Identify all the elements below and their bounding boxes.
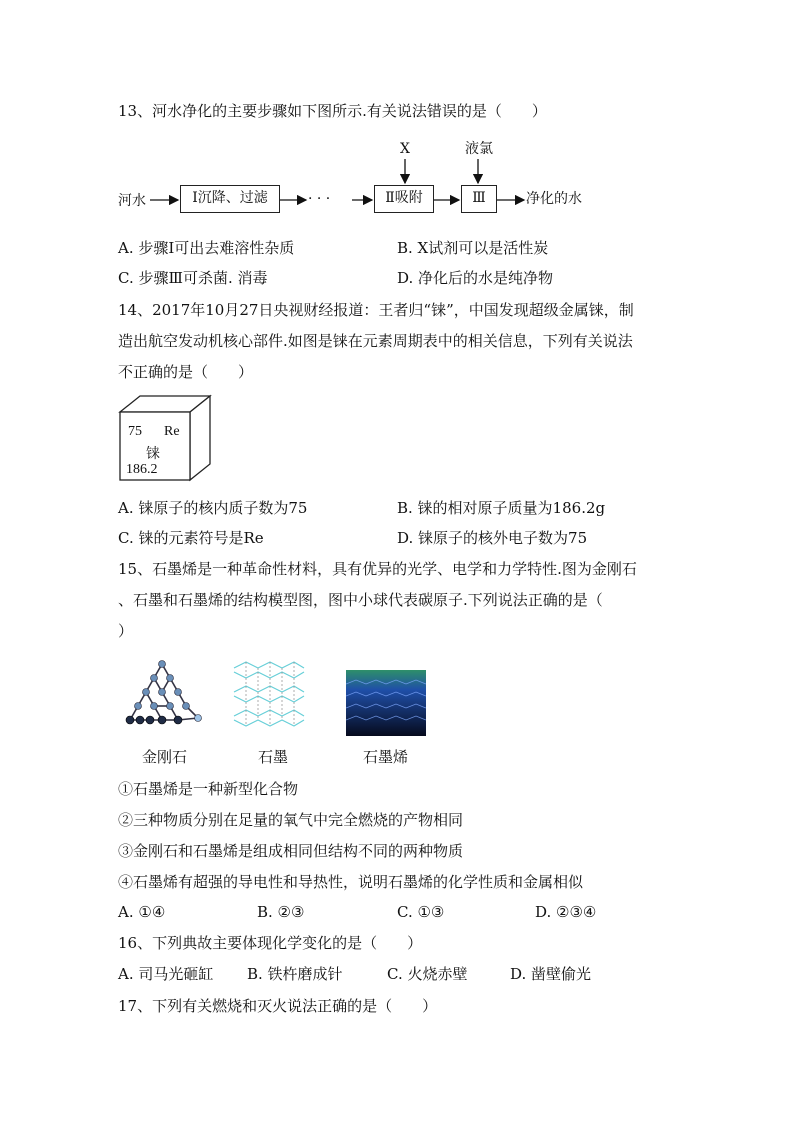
caption-graphene: 石墨烯 [363, 748, 409, 766]
q16-option-a: A. 司马光砸缸 [118, 965, 214, 983]
element-name: 铼 [146, 447, 160, 462]
q15-statement-3: ③金刚石和石墨烯是组成相同但结构不同的两种物质 [118, 842, 464, 860]
q13-option-c: C. 步骤Ⅲ可杀菌. 消毒 [118, 269, 268, 287]
flow-dots: · · · [308, 191, 331, 207]
q15-statement-2: ②三种物质分别在足量的氧气中完全燃烧的产物相同 [118, 811, 464, 829]
flow-step1-box: Ⅰ沉降、过滤 [180, 185, 280, 213]
q15-option-a: A. ①④ [118, 903, 166, 921]
q14-option-c: C. 铼的元素符号是Re [118, 529, 264, 547]
q14-option-a: A. 铼原子的核内质子数为75 [118, 499, 308, 517]
q15-stem-line3: ） [118, 622, 134, 640]
q16-stem: 16、下列典故主要体现化学变化的是（ ） [118, 934, 423, 952]
q13-option-b: B. X试剂可以是活性炭 [397, 239, 549, 257]
element-symbol: Re [164, 424, 180, 439]
q14-stem-line3: 不正确的是（ ） [118, 363, 254, 381]
element-atomic-mass: 186.2 [126, 462, 158, 477]
q15-option-c: C. ①③ [397, 903, 445, 921]
q16-option-d: D. 凿壁偷光 [510, 965, 592, 983]
q16-option-b: B. 铁杵磨成针 [247, 965, 343, 983]
q14-stem-line1: 14、2017年10月27日央视财经报道：王者归“铼”，中国发现超级金属铼，制 [118, 301, 634, 319]
q15-option-b: B. ②③ [257, 903, 305, 921]
flow-start-label: 河水 [118, 193, 146, 209]
q14-stem-line2: 造出航空发动机核心部件.如图是铼在元素周期表中的相关信息，下列有关说法 [118, 332, 633, 350]
flow-step2-box: Ⅱ吸附 [374, 185, 434, 213]
q16-option-c: C. 火烧赤壁 [387, 965, 468, 983]
q13-option-a: A. 步骤Ⅰ可出去难溶性杂质 [118, 239, 295, 257]
caption-diamond: 金刚石 [142, 748, 188, 766]
q15-stem-line2: 、石墨和石墨烯的结构模型图，图中小球代表碳原子.下列说法正确的是（ [118, 591, 603, 609]
caption-graphite: 石墨 [258, 748, 289, 766]
diamond-structure-image [118, 656, 214, 736]
element-atomic-number: 75 [128, 424, 142, 439]
flow-end-label: 净化的水 [526, 191, 582, 207]
graphite-structure-image [228, 658, 310, 734]
q17-stem: 17、下列有关燃烧和灭火说法正确的是（ ） [118, 997, 438, 1015]
q15-statement-4: ④石墨烯有超强的导电性和导热性，说明石墨烯的化学性质和金属相似 [118, 873, 584, 891]
flow-input-x: X [400, 141, 410, 157]
graphene-structure-image [346, 670, 426, 736]
q15-stem-line1: 15、石墨烯是一种革命性材料，具有优异的光学、电学和力学特性.图为金刚石 [118, 560, 637, 578]
flow-step3-box: Ⅲ [461, 185, 497, 213]
q15-option-d: D. ②③④ [535, 903, 597, 921]
q14-option-b: B. 铼的相对原子质量为186.2g [397, 499, 606, 517]
q13-stem: 13、河水净化的主要步骤如下图所示.有关说法错误的是（ ） [118, 102, 547, 120]
q14-option-d: D. 铼原子的核外电子数为75 [397, 529, 588, 547]
q15-statement-1: ①石墨烯是一种新型化合物 [118, 780, 299, 798]
q13-option-d: D. 净化后的水是纯净物 [397, 269, 554, 287]
flow-input-chlorine: 液氯 [465, 141, 493, 157]
